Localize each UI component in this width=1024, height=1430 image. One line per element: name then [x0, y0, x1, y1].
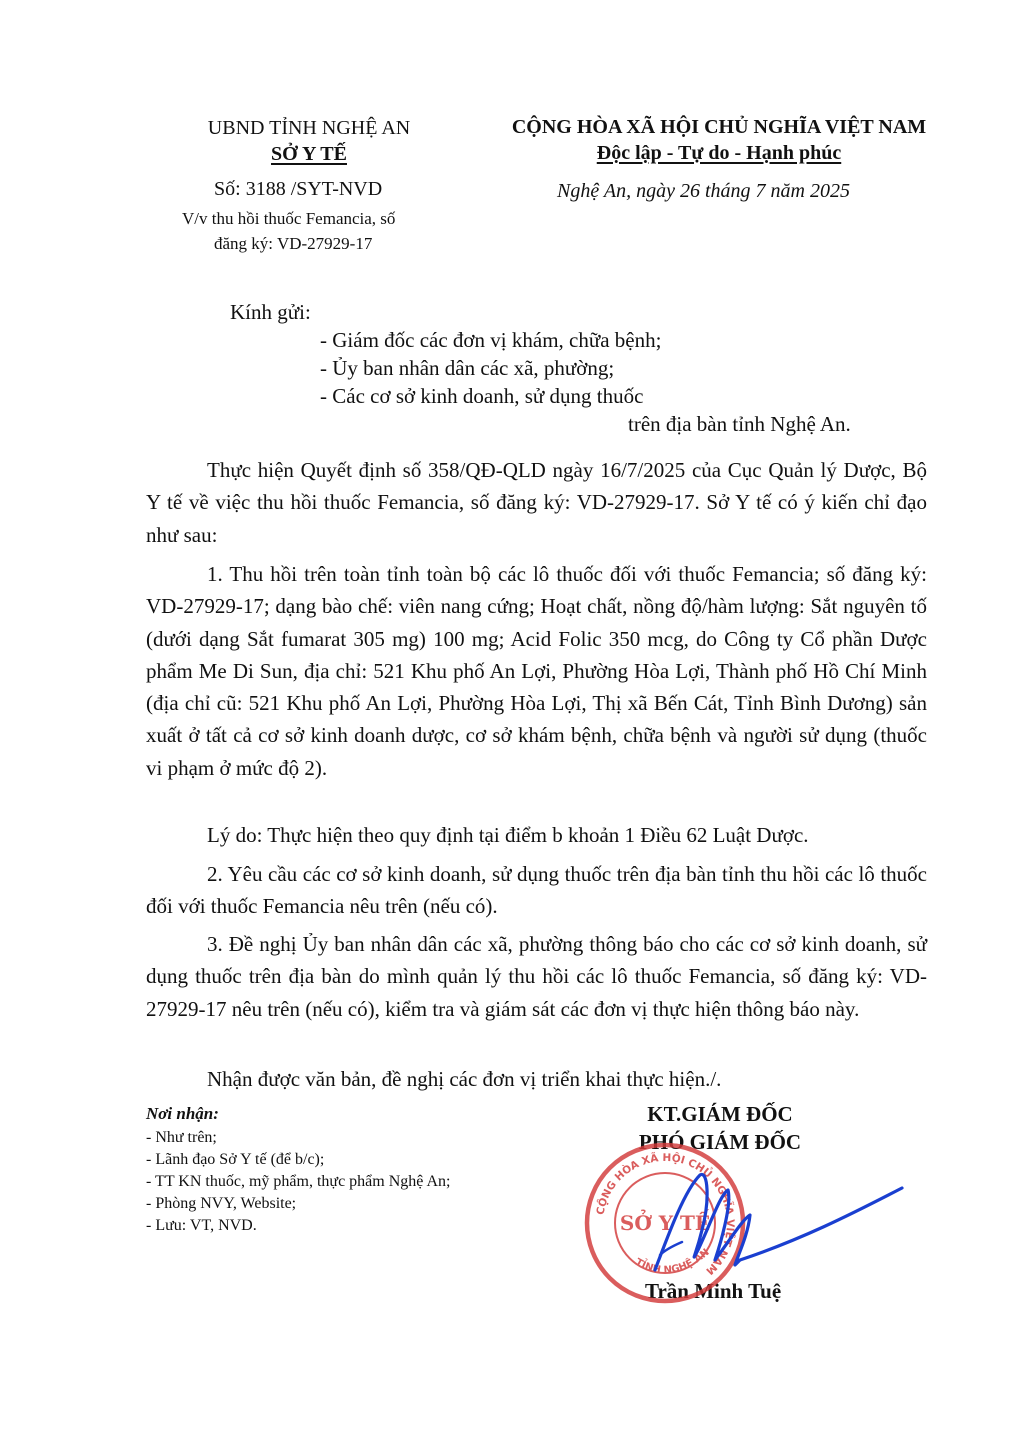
national-motto	[478, 142, 960, 165]
country-name: CỘNG HÒA XÃ HỘI CHỦ NGHĨA VIỆT NAM	[511, 116, 927, 138]
date-day: 26	[679, 180, 700, 202]
motto-text: Độc lập - Tự do - Hạnh phúc	[596, 142, 842, 164]
reason-paragraph: Lý do: Thực hiện theo quy định tại điểm b khoản 1 Điều 62 Luật Dược.	[207, 823, 809, 847]
handwritten-signature	[620, 1160, 910, 1300]
stamp-bottom-text: TỈNH NGHỆ AN	[633, 1246, 712, 1277]
item-1-paragraph: 1. Thu hồi trên toàn tỉnh toàn bộ các lô thuốc đối với thuốc Femancia; số đăng ký: VD-27929-17; dạng bào chế: viên nang cứng; Hoạt chất, nồng độ/hàm lượng: Sắt nguyên tố (dưới dạng Sắt fumarat 305 mg) 100 mg; Acid Folic 350 mcg, do Công ty Cổ phần Dược phẩm Me Di Sun, địa chỉ: 521 Khu phố An Lợi, Phường Hòa Lợi, Thành phố Hồ Chí Minh (địa chỉ cũ: 521 Khu phố An Lợi, Phường Hòa Lợi, Thị xã Bến Cát, Tỉnh Bình Dương) sản xuất ở tất cả cơ sở kinh doanh dược, cơ sở khám bệnh, chữa bệnh và người sử dụng (thuốc vi phạm ở mức độ 2).	[146, 562, 927, 780]
addressee-line: trên địa bàn tỉnh Nghệ An.	[628, 412, 851, 436]
addressee-line: - Các cơ sở kinh doanh, sử dụng thuốc	[320, 384, 644, 408]
subject-line-1: V/v thu hồi thuốc Femancia, số	[182, 209, 396, 228]
item-2-paragraph: 2. Yêu cầu các cơ sở kinh doanh, sử dụng thuốc trên địa bàn tỉnh thu hồi các lô thuốc đối với thuốc Femancia nêu trên (nếu có).	[146, 862, 927, 919]
department-name	[150, 143, 468, 166]
recipients-label: Nơi nhận:	[146, 1104, 219, 1123]
issue-date	[557, 180, 850, 203]
intro-paragraph: Thực hiện Quyết định số 358/QĐ-QLD ngày 16/7/2025 của Cục Quản lý Dược, Bộ Y tế về việc thu hồi thuốc Femancia, số đăng ký: VD-27929-17. Sở Y tế có ý kiến chỉ đạo như sau:	[146, 458, 927, 547]
closing-paragraph: Nhận được văn bản, đề nghị các đơn vị triển khai thực hiện./.	[207, 1067, 722, 1091]
addressee-line: - Ủy ban nhân dân các xã, phường;	[320, 356, 615, 380]
signer-name: Trần Minh Tuệ	[645, 1279, 782, 1303]
recipient-item: - TT KN thuốc, mỹ phẩm, thực phẩm Nghệ An;	[146, 1173, 451, 1190]
date-prefix: Nghệ An, ngày	[557, 180, 675, 202]
number-prefix: Số:	[214, 178, 241, 200]
date-suffix: năm 2025	[770, 180, 850, 202]
recipient-item: - Như trên;	[146, 1129, 217, 1146]
recipient-item: - Lưu: VT, NVD.	[146, 1217, 257, 1234]
addressee-label: Kính gửi:	[230, 300, 311, 324]
addressee-line: - Giám đốc các đơn vị khám, chữa bệnh;	[320, 328, 662, 352]
stamp-ring-text: CỘNG HÒA XÃ HỘI CHỦ NGHĨA VIỆT NAM	[594, 1151, 737, 1277]
stamp-center-text: SỞ Y TẾ	[619, 1211, 711, 1235]
date-mid: tháng	[704, 180, 751, 202]
signature-title-2: PHÓ GIÁM ĐỐC	[638, 1130, 802, 1154]
date-month: 7	[755, 180, 766, 202]
signature-title-1: KT.GIÁM ĐỐC	[647, 1102, 793, 1126]
number-value: 3188	[245, 178, 286, 200]
item-3-paragraph: 3. Đề nghị Ủy ban nhân dân các xã, phường thông báo cho các cơ sở kinh doanh, sử dụng thuốc trên địa bàn do mình quản lý thu hồi các lô thuốc Femancia, số đăng ký: VD-27929-17 nêu trên (nếu có), kiểm tra và giám sát các đơn vị thực hiện thông báo này.	[146, 932, 927, 1021]
recipient-item: - Phòng NVY, Website;	[146, 1195, 297, 1212]
recipient-item: - Lãnh đạo Sở Y tế (để b/c);	[146, 1151, 325, 1168]
department-label: SỞ Y TẾ	[271, 143, 347, 165]
document-number	[214, 178, 382, 201]
agency-name: UBND TỈNH NGHỆ AN	[207, 117, 411, 139]
subject-line-2: đăng ký: VD-27929-17	[214, 234, 373, 253]
number-suffix: /SYT-NVD	[290, 178, 383, 200]
